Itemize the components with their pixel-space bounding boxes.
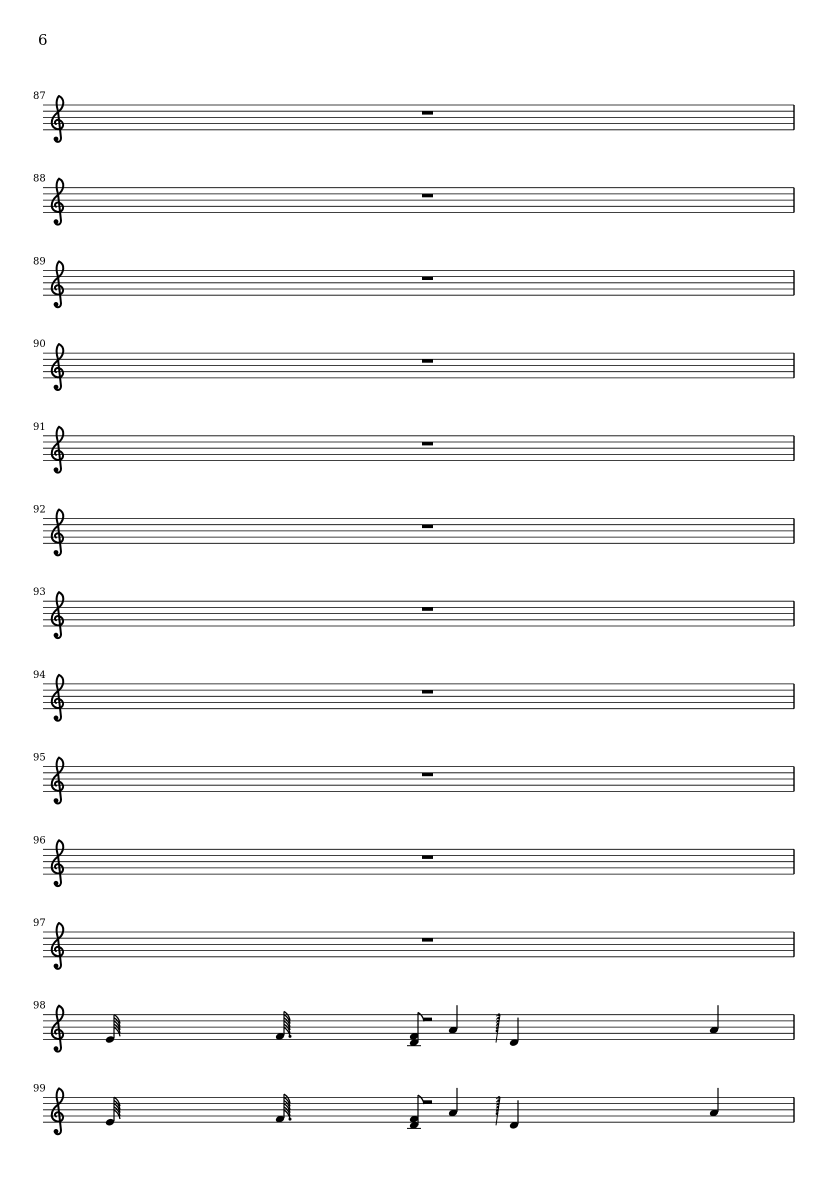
measure-number: 97 (33, 918, 46, 929)
whole-rest-icon (422, 111, 433, 114)
treble-clef-icon (52, 758, 64, 804)
note-f4-256th-dotted-dot (289, 1035, 292, 1038)
short-rest-icon (496, 1096, 501, 1125)
whole-rest-icon (422, 856, 433, 859)
treble-clef-icon (52, 1088, 64, 1134)
system (33, 505, 794, 556)
treble-clef-icon (52, 675, 64, 721)
treble-clef-icon (52, 592, 64, 638)
whole-rest-icon (422, 938, 433, 941)
system (33, 1083, 794, 1134)
short-rest-icon (496, 1013, 501, 1042)
half-rest-icon (423, 1100, 432, 1103)
treble-clef-icon (52, 344, 64, 390)
measure-number: 95 (33, 752, 46, 764)
note-f4-256th-dotted-flags (284, 1094, 290, 1119)
treble-clef-icon (52, 427, 64, 473)
treble-clef-icon (52, 96, 64, 142)
note-f4-256th-dotted-dot (289, 1118, 292, 1121)
whole-rest-icon (422, 607, 433, 610)
measure-number: 98 (33, 1000, 46, 1012)
measure-number: 88 (33, 173, 46, 185)
whole-rest-icon (422, 442, 433, 445)
measure-number: 93 (33, 587, 46, 599)
note-f4-256th-dotted-flags (284, 1011, 290, 1036)
treble-clef-icon (52, 1006, 64, 1052)
system (33, 339, 794, 390)
measure-number: 87 (33, 91, 46, 102)
measure-number: 92 (33, 504, 46, 516)
whole-rest-icon (422, 690, 433, 693)
treble-clef-icon (52, 840, 64, 886)
system (33, 256, 794, 307)
system (33, 835, 794, 886)
whole-rest-icon (422, 525, 433, 528)
measure-number: 89 (33, 256, 46, 268)
system (33, 918, 794, 969)
system (33, 1001, 794, 1052)
systems (33, 91, 794, 1134)
system (33, 670, 794, 721)
treble-clef-icon (52, 179, 64, 225)
whole-rest-icon (422, 359, 433, 362)
whole-rest-icon (422, 773, 433, 776)
measure-number: 94 (33, 669, 46, 681)
half-rest-icon (423, 1018, 432, 1021)
page-number: 6 (38, 31, 48, 49)
system (33, 753, 794, 804)
measure-number: 96 (33, 835, 46, 847)
system (33, 91, 794, 142)
measure-number: 99 (33, 1083, 46, 1095)
treble-clef-icon (52, 923, 64, 969)
system (33, 587, 794, 638)
treble-clef-icon (52, 510, 64, 556)
whole-rest-icon (422, 194, 433, 197)
system (33, 422, 794, 473)
system (33, 174, 794, 225)
measure-number: 90 (33, 339, 46, 351)
measure-number: 91 (33, 421, 46, 433)
whole-rest-icon (422, 277, 433, 280)
treble-clef-icon (52, 261, 64, 307)
